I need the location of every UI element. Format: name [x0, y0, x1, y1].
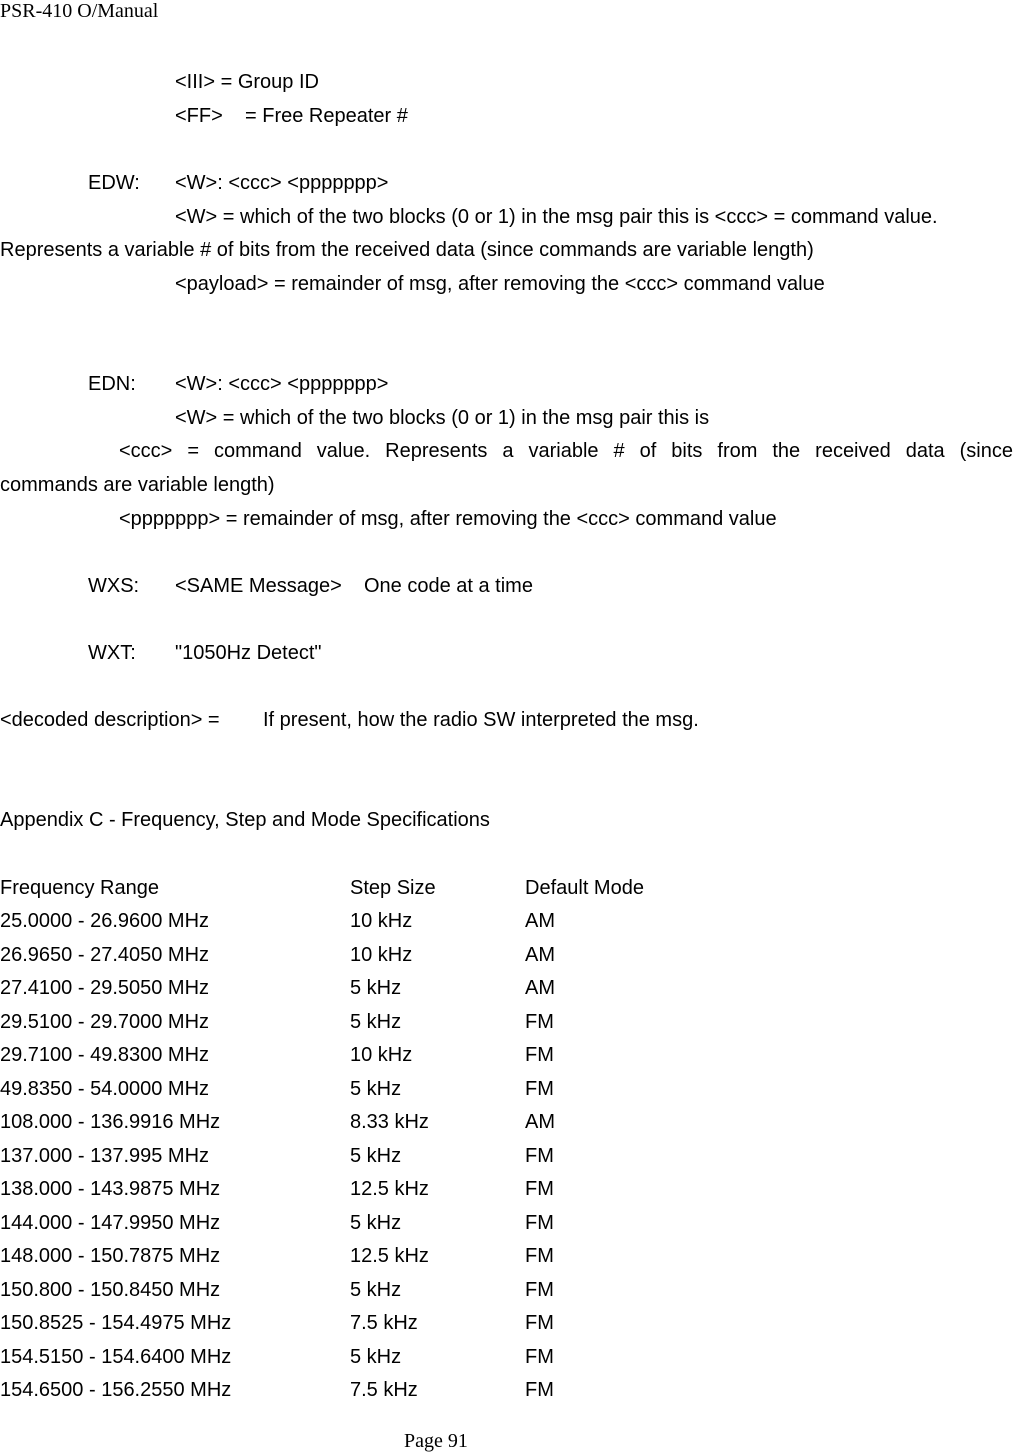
frequency-range-cell: 26.9650 - 27.4050 MHz	[0, 944, 210, 966]
frequency-range-cell: 144.000 - 147.9950 MHz	[0, 1212, 221, 1234]
default-mode-cell: FM	[525, 1178, 554, 1200]
default-mode-cell: FM	[525, 1078, 554, 1100]
step-size-cell: 5 kHz	[350, 1078, 402, 1100]
step-size-cell: 5 kHz	[350, 1011, 402, 1033]
step-size-cell: 5 kHz	[350, 1212, 402, 1234]
frequency-range-cell: 150.8525 - 154.4975 MHz	[0, 1312, 232, 1334]
edn-syntax: <W>: <ccc> <ppppppp>	[175, 373, 389, 395]
default-mode-cell: FM	[525, 1011, 554, 1033]
default-mode-cell: AM	[525, 944, 555, 966]
edw-label: EDW:	[88, 172, 140, 194]
frequency-range-cell: 25.0000 - 26.9600 MHz	[0, 910, 210, 932]
edn-w-definition: <W> = which of the two blocks (0 or 1) in the msg pair this is	[175, 407, 710, 429]
manual-header-title: PSR-410 O/Manual	[0, 0, 159, 22]
decoded-description-text: If present, how the radio SW interpreted the msg.	[263, 709, 699, 731]
column-header-default-mode: Default Mode	[525, 877, 644, 899]
frequency-range-cell: 148.000 - 150.7875 MHz	[0, 1245, 221, 1267]
frequency-range-cell: 137.000 - 137.995 MHz	[0, 1145, 210, 1167]
column-header-step-size: Step Size	[350, 877, 436, 899]
wxt-description: "1050Hz Detect"	[175, 642, 322, 664]
wxs-label: WXS:	[88, 575, 140, 597]
wxt-label: WXT:	[88, 642, 136, 664]
frequency-range-cell: 138.000 - 143.9875 MHz	[0, 1178, 221, 1200]
decoded-description-label: <decoded description> =	[0, 709, 220, 731]
wxs-description: <SAME Message> One code at a time	[175, 575, 533, 597]
step-size-cell: 5 kHz	[350, 1145, 402, 1167]
step-size-cell: 5 kHz	[350, 977, 402, 999]
frequency-range-cell: 150.800 - 150.8450 MHz	[0, 1279, 221, 1301]
edn-label: EDN:	[88, 373, 136, 395]
default-mode-cell: FM	[525, 1044, 554, 1066]
step-size-cell: 8.33 kHz	[350, 1111, 429, 1133]
frequency-range-cell: 154.5150 - 154.6400 MHz	[0, 1346, 232, 1368]
step-size-cell: 12.5 kHz	[350, 1245, 429, 1267]
page-number: Page 91	[404, 1430, 468, 1452]
frequency-range-cell: 154.6500 - 156.2550 MHz	[0, 1379, 232, 1401]
frequency-range-cell: 108.000 - 136.9916 MHz	[0, 1111, 221, 1133]
default-mode-cell: FM	[525, 1312, 554, 1334]
default-mode-cell: FM	[525, 1212, 554, 1234]
free-repeater-definition: <FF> = Free Repeater #	[175, 105, 408, 127]
edw-w-definition-continued: Represents a variable # of bits from the received data (since commands are variable length)	[0, 239, 814, 261]
default-mode-cell: FM	[525, 1379, 554, 1401]
frequency-range-cell: 49.8350 - 54.0000 MHz	[0, 1078, 210, 1100]
default-mode-cell: FM	[525, 1245, 554, 1267]
default-mode-cell: AM	[525, 977, 555, 999]
appendix-title: Appendix C - Frequency, Step and Mode Specifications	[0, 809, 490, 831]
edn-ccc-definition-continued: commands are variable length)	[0, 474, 275, 496]
step-size-cell: 10 kHz	[350, 1044, 413, 1066]
edw-w-definition: <W> = which of the two blocks (0 or 1) in the msg pair this is <ccc> = command value.	[175, 206, 938, 228]
edn-ccc-definition: <ccc> = command value. Represents a variable # of bits from the received data (since	[119, 440, 1013, 462]
frequency-range-cell: 27.4100 - 29.5050 MHz	[0, 977, 210, 999]
step-size-cell: 10 kHz	[350, 910, 413, 932]
step-size-cell: 5 kHz	[350, 1279, 402, 1301]
frequency-range-cell: 29.5100 - 29.7000 MHz	[0, 1011, 210, 1033]
step-size-cell: 10 kHz	[350, 944, 413, 966]
step-size-cell: 12.5 kHz	[350, 1178, 429, 1200]
default-mode-cell: FM	[525, 1346, 554, 1368]
group-id-definition: <III> = Group ID	[175, 71, 319, 93]
default-mode-cell: AM	[525, 1111, 555, 1133]
step-size-cell: 5 kHz	[350, 1346, 402, 1368]
default-mode-cell: FM	[525, 1279, 554, 1301]
edw-payload-definition: <payload> = remainder of msg, after removing the <ccc> command value	[175, 273, 825, 295]
step-size-cell: 7.5 kHz	[350, 1312, 418, 1334]
default-mode-cell: AM	[525, 910, 555, 932]
edw-syntax: <W>: <ccc> <ppppppp>	[175, 172, 389, 194]
step-size-cell: 7.5 kHz	[350, 1379, 418, 1401]
default-mode-cell: FM	[525, 1145, 554, 1167]
frequency-range-cell: 29.7100 - 49.8300 MHz	[0, 1044, 210, 1066]
column-header-frequency-range: Frequency Range	[0, 877, 159, 899]
edn-payload-definition: <ppppppp> = remainder of msg, after removing the <ccc> command value	[119, 508, 777, 530]
